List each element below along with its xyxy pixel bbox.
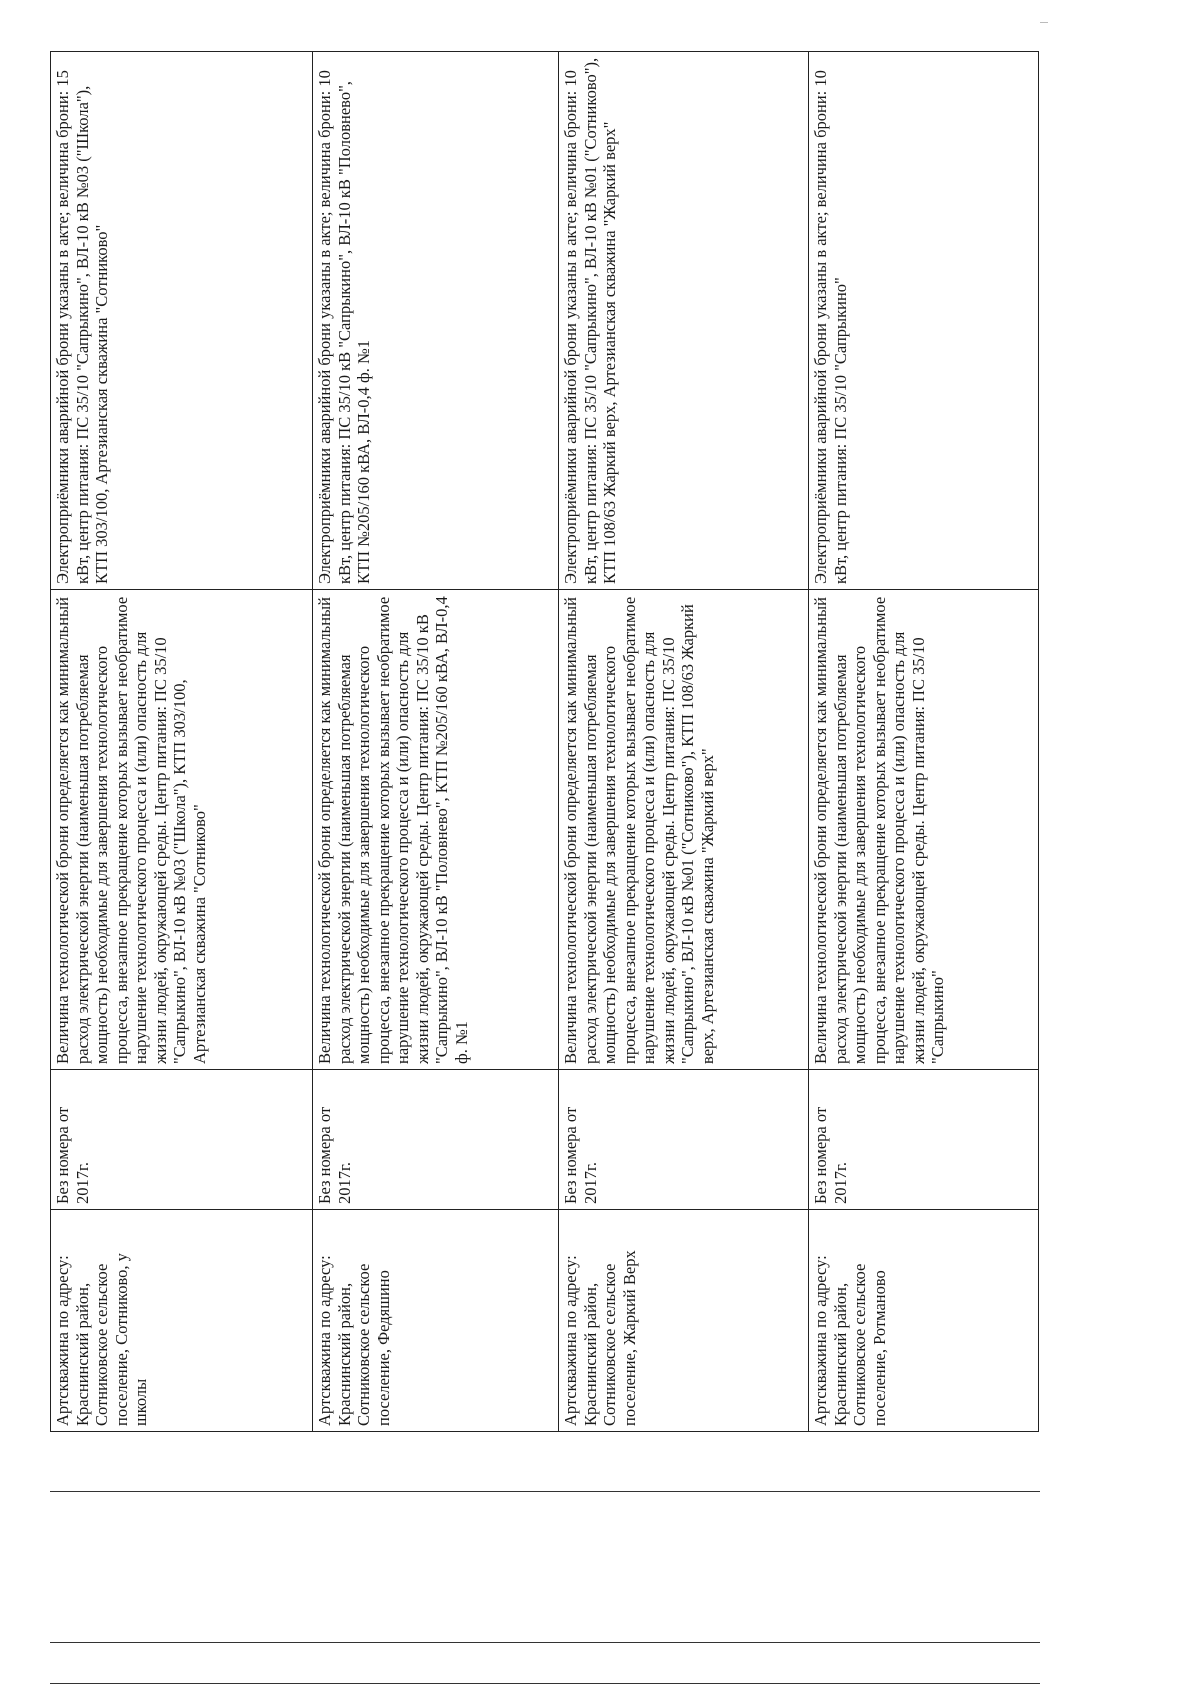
rotated-table-wrapper	[50, 52, 1038, 1432]
object-cell: Артскважина по адресу: Краснинский район, Сотниковское сельское поселение, Сотниково, у школы	[51, 1210, 313, 1432]
act-cell: Без номера от 2017г.	[51, 1070, 313, 1210]
emergency-reserve-cell: Электроприёмники аварийной брони указаны в акте; величина брони: 10 кВт, центр питания: ПС 35/10 кВ "Сапрыкино", ВЛ-10 кВ "Половнево", КТП №205/160 кВА, ВЛ-0,4 ф. №1	[313, 52, 559, 590]
reserve-table	[50, 51, 1039, 1432]
horizontal-rule	[50, 1642, 1040, 1643]
object-cell: Артскважина по адресу: Краснинский район, Сотниковское сельское поселение, Жаркий Верх	[559, 1210, 809, 1432]
technological-reserve-cell: Величина технологической брони определяется как минимальный расход электрической энергии (наименьшая потребляемая мощность) необходимые для завершения технологического процесса, внезапное прекращение которых вызывает необратимое нарушение технологического процесса и (или) опасность для жизни людей, окружающей среды. Центр питания: ПС 35/10 "Сапрыкино", ВЛ-10 кВ №01 ("Сотниково"), КТП 108/63 Жаркий верх, Артезианская скважина "Жаркий верх"	[559, 590, 809, 1070]
act-cell: Без номера от 2017г.	[809, 1070, 1039, 1210]
object-cell: Артскважина по адресу: Краснинский район, Сотниковское сельское поселение, Федяшино	[313, 1210, 559, 1432]
emergency-reserve-cell: Электроприёмники аварийной брони указаны в акте; величина брони: 15 кВт, центр питания: ПС 35/10 "Сапрыкино", ВЛ-10 кВ №03 ("Школа"), КТП 303/100, Артезианская скважина "Сотниково"	[51, 52, 313, 590]
act-cell: Без номера от 2017г.	[559, 1070, 809, 1210]
technological-reserve-cell: Величина технологической брони определяется как минимальный расход электрической энергии (наименьшая потребляемая мощность) необходимые для завершения технологического процесса, внезапное прекращение которых вызывает необратимое нарушение технологического процесса и (или) опасность для жизни людей, окружающей среды. Центр питания: ПС 35/10 "Сапрыкино"	[809, 590, 1039, 1070]
emergency-reserve-cell: Электроприёмники аварийной брони указаны в акте; величина брони: 10 кВт, центр питания: ПС 35/10 "Сапрыкино", ВЛ-10 кВ №01 ("Сотниково"), КТП 108/63 Жаркий верх, Артезианская скважина "Жаркий верх"	[559, 52, 809, 590]
technological-reserve-cell: Величина технологической брони определяется как минимальный расход электрической энергии (наименьшая потребляемая мощность) необходимые для завершения технологического процесса, внезапное прекращение которых вызывает необратимое нарушение технологического процесса и (или) опасность для жизни людей, окружающей среды. Центр питания: ПС 35/10 "Сапрыкино", ВЛ-10 кВ №03 ("Школа"), КТП 303/100, Артезианская скважина "Сотниково"	[51, 590, 313, 1070]
scan-corner-mark	[1040, 22, 1048, 23]
object-cell: Артскважина по адресу: Краснинский район, Сотниковское сельское поселение, Ротманово	[809, 1210, 1039, 1432]
emergency-reserve-cell: Электроприёмники аварийной брони указаны в акте; величина брони: 10 кВт, центр питания: ПС 35/10 "Сапрыкино"	[809, 52, 1039, 590]
table-row	[809, 52, 1039, 1432]
act-cell: Без номера от 2017г.	[313, 1070, 559, 1210]
horizontal-rule	[50, 1683, 1040, 1684]
horizontal-rule	[50, 1491, 1040, 1492]
technological-reserve-cell: Величина технологической брони определяется как минимальный расход электрической энергии (наименьшая потребляемая мощность) необходимые для завершения технологического процесса, внезапное прекращение которых вызывает необратимое нарушение технологического процесса и (или) опасность для жизни людей, окружающей среды. Центр питания: ПС 35/10 кВ "Сапрыкино", ВЛ-10 кВ "Половнево", КТП №205/160 кВА, ВЛ-0,4 ф. №1	[313, 590, 559, 1070]
table-row	[51, 52, 313, 1432]
table-row	[559, 52, 809, 1432]
table-row	[313, 52, 559, 1432]
